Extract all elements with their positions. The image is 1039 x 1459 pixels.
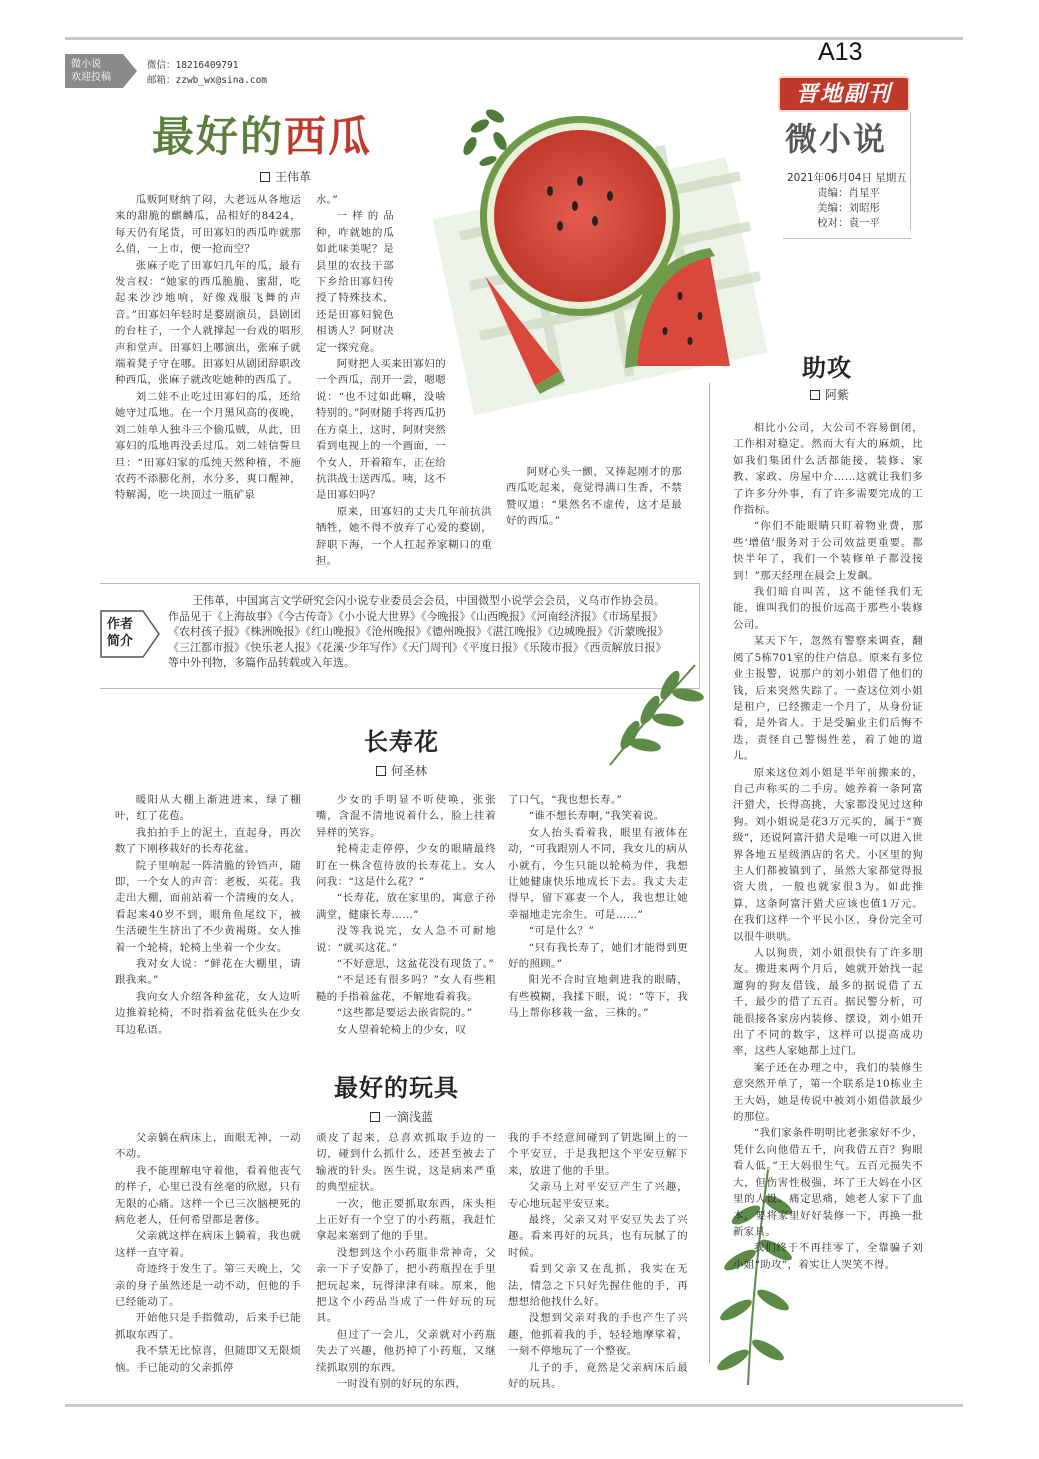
author-bio-badge (101, 611, 161, 657)
story3-author: 一滴浅蓝 (385, 1110, 434, 1124)
story1-para: 原来，田寡妇的丈夫几年前抗洪牺牲，她不得不放弃了心爱的婺剧，辞职下海，一个人扛起养家糊口的重担。 (316, 505, 492, 567)
designer-credit: 美编：刘昭彤 (817, 202, 880, 214)
story1-title-part1: 最好的 (152, 112, 285, 161)
story3-para: 父亲就这样在病床上躺着，我也就这样一直守着。 (115, 1230, 301, 1259)
story4-para: 我们暗自叫苦，这不能怪我们无能，谁叫我们的报价远高于那些小装修公司。 (733, 586, 923, 631)
story4-para: “你们不能眼睛只盯着物业费，那些‘增值’服务对于公司效益更重要。都快半年了，我们一个装修单子都没接到！”那天经理在晨会上发飙。 (733, 520, 923, 582)
story4-author: 阿紫 (825, 388, 850, 402)
story3-para: 最终，父亲又对平安豆失去了兴趣。看来再好的玩具，也有玩腻了的时候。 (508, 1214, 688, 1259)
story2-para: 女人抬头看着我，眼里有液体在动，“可我跟别人不同，我女儿的病从小就有，今生只能以轮椅为伴，我想让她健康快乐地成长下去。我丈夫走得早，留下寡妻一个人，我也想让她幸福地走完余生。可是……” (508, 826, 688, 921)
story3-title: 最好的玩具 (334, 1074, 459, 1102)
story3-para: 没想到这个小药瓶非常神奇，父亲一下子安静了，把小药瓶捏在手里把玩起来，玩得津津有味。原来，他把这个小药品当成了一件好玩的玩具。 (316, 1246, 496, 1325)
page-number: A13 (818, 38, 863, 66)
contact-email: 邮箱：zzwb_wx@sina.com (147, 75, 268, 86)
story3-para: 开始他只是手指微动，后来手已能抓取东西了。 (115, 1312, 301, 1341)
story4-para: 人以狗贵，刘小姐很快有了许多朋友。搬进来两个月后，她就开始找一起遛狗的狗友借钱，最多的据说借了五千，最少的借了五百。据民警分析，可能很接各家房内装修、摆设，刘小姐开出了不同的数字，这样可以提高成功率，这些人家她都上过门。 (733, 947, 923, 1058)
story2-para: “不是还有很多吗？”女人有些粗糙的手指着盆花，不解地看着我。 (316, 974, 496, 1003)
story2-para: “谁不想长寿啊，”我笑着说。 (528, 810, 665, 823)
story2-para: “这些都是要运去嵌省院的。” (336, 1007, 473, 1020)
story3-para: 父亲马上对平安豆产生了兴趣，专心地玩起平安豆来。 (508, 1181, 688, 1210)
author-bio-text: 王伟革，中国寓言文学研究会闪小说专业委员会会员，中国微型小说学会会员，义乌市作协会员。作品见于《上海故事》《今古传奇》《小小说大世界》《今晚报》《山西晚报》《河南经济报》《市场星报》《农村孩子报》《株洲晚报》《红山晚报》《沧州晚报》《德州晚报》《湛江晚报》《边城晚报》《沂蒙晚报》《三江都市报》《快乐老人报》《花溪·少年写作》《天门周刊》《平度日报》《乐陵市报》《西贡解放日报》等中外刊物，多篇作品转载或入年选。 (168, 594, 667, 669)
story2-para: 轮椅走走停停，少女的眼睛最终盯在一株含苞待放的长寿花上。女人问我：“这是什么花？” (316, 843, 496, 889)
story1-column-2 (316, 192, 492, 567)
story4-para: 某天下午，忽然有警察来调查，翻阅了5栋701室的住户信息。原来有多位业主报警，说那户的刘小姐借了他们的钱，后来突然失踪了。一查这位刘小姐是租户，已经搬走一个月了，从身份证看，是外省人。于是受骗业主们后悔不迭，责怪自己警惕性差，着了她的道儿。 (733, 635, 923, 763)
story3-para: 顽皮了起来，总喜欢抓取手边的一切，碰到什么抓什么，还甚至被去了输液的针头。医生说，这是病来严重的典型症状。 (316, 1132, 496, 1194)
story1-para: 水。” (316, 194, 339, 206)
story2-para: 我向女人介绍各种盆花，女人边听边推着轮椅，不时指着盆花低头在少女耳边私语。 (115, 990, 301, 1036)
section-title: 微小说 (785, 120, 888, 158)
story3-para: 看到父亲又在乱抓，我实在无法，情急之下只好先握住他的手，再想想给他找什么好。 (508, 1263, 688, 1309)
story3-para: 我的手不经意间碰到了钥匙圈上的一个平安豆，于是我把这个平安豆解下来，放进了他的手里。 (508, 1132, 688, 1177)
story3-byline (370, 1108, 433, 1125)
right-column-rule (709, 383, 710, 1363)
story1-column-1 (115, 192, 301, 550)
story1-title-part2: 西瓜 (284, 112, 373, 161)
story3-para: 奇迹终于发生了。第三天晚上，父亲的身子虽然还是一动不动，但他的手已经能动了。 (115, 1263, 301, 1309)
story4-byline (810, 386, 849, 403)
story3-column-3 (508, 1130, 688, 1392)
header-vline (910, 112, 911, 230)
bio-label-1: 作者 (107, 617, 134, 632)
story3-column-2 (316, 1130, 496, 1392)
story3-para: 我不能理解电守着他，看着他丧气的样子，心里已没有丝毫的欣慰，只有无限的心痛。这样一个已三次脑梗死的病危老人，任何希望都是奢侈。 (115, 1164, 301, 1227)
story2-para: “可是什么？” (528, 925, 595, 938)
bio-label-2: 简介 (107, 634, 134, 649)
story2-column-3 (508, 792, 688, 1042)
story4-para: 相比小公司，大公司不容易倒闭，工作相对稳定。然而大有大的麻烦，比如我们集团什么活都能接，装修、家教、家政、房屋中介……这就让我们多了许多分外事，有了许多需要完成的工作指标。 (733, 422, 923, 517)
story1-para: 张麻子吃了田寡妇几年的瓜，最有发言权：“她家的西瓜脆脆、蜜甜，吃起来沙沙地响，好像戏服飞舞的声音。”田寡妇年轻时是婺剧演员，县剧团的台柱子，一个人就撑起一台戏的唱形声和堂声。田寡妇上哪演出，张麻子就端着凳子守在哪。田寡妇从剧团辞职改种西瓜，张麻子就改吃她种的西瓜了。 (115, 259, 301, 387)
contact-wechat: 微信：18216409791 (147, 60, 239, 71)
story2-para: 没等我说完，女人急不可耐地说：“就买这花。” (316, 925, 496, 954)
story1-column-3 (506, 464, 682, 550)
story2-title: 长寿花 (364, 728, 439, 756)
story1-para: 阿财心头一颤，又捧起刚才的那西瓜吃起来，竟觉得满口生香，不禁赞叹道：“果然名不虚传，这才是最好的西瓜。” (506, 466, 682, 528)
story2-para: 暖阳从大棚上渐进进来，绿了棚叶，红了花苞。 (115, 794, 301, 823)
tab-label-2: 欢迎投稿 (71, 72, 111, 83)
story2-byline (376, 762, 427, 779)
leaf-sprig-icon (600, 655, 710, 775)
story2-column-2 (316, 792, 496, 1042)
story3-para: 儿子的手，竟然是父亲病床后最好的玩具。 (508, 1361, 688, 1391)
story1-title (152, 104, 372, 164)
story3-column-1 (115, 1130, 301, 1392)
brand-text: 晋地副刊 (795, 81, 892, 107)
story1-para: 阿财把人买来田寡妇的一个西瓜，剖开一尝，嗯嗯说：“也不过如此嘛，没啥特别的。”阿财随手将西瓜扔在方桌上，这时，阿财突然看到电视上的一个画面，一个女人，开着箱车，正在给抗洪战士送西瓜。咦，这不是田寡妇吗？ (316, 358, 446, 502)
story2-para: 阳光不合时宜地刺进我的眼睛，有些模糊，我揉下眼，说：“等下，我马上帮你移栽一盆，三株的。” (508, 974, 688, 1020)
story2-para: “不好意思，这盆花没有现货了。” (336, 958, 495, 971)
story4-title: 助攻 (802, 354, 852, 382)
story1-byline (260, 168, 311, 185)
story4-para: “我们家条件明明比老张家好不少，凭什么向他借五千，向我借五百？狗眼看人低。”王大妈很生气。五百元损失不大，但伤害性极强，坏了王大妈在小区里的人设。痛定思痛，她老人家下了血本，要将家里好好装修一下，再换一批新家具。 (733, 1127, 923, 1238)
story3-para: 没想到父亲对我的手也产生了兴趣，他抓着我的手，轻轻地摩挲着，一刻不停地玩了一个整夜。 (508, 1312, 688, 1358)
issue-date: 2021年06月04日 星期五 (787, 172, 907, 184)
story2-para: “长寿花，放在家里的，寓意子孙满堂，健康长寿……” (316, 892, 496, 921)
story3-para: 但过了一会儿，父亲就对小药瓶失去了兴趣，他扔掉了小药瓶，又继续抓取别的东西。 (316, 1328, 496, 1374)
story3-para: 父亲躺在病床上，面眼无神，一动不动。 (115, 1132, 301, 1161)
story2-para: “只有我长寿了，她们才能得到更好的照顾。” (508, 941, 688, 971)
story1-para: 一样的品种，咋就她的瓜如此味美呢？是县里的农技干部下乡给田寡妇传授了特殊技术，还是田寡妇貌色相诱人？阿财决定一探究竟。 (316, 210, 394, 354)
story4-para: 原来这位刘小姐是半年前搬来的，自己声称买的二手房。她养着一条阿富汗猎犬，长得高挑，大家都没见过这种狗。刘小姐说是花3万元买的，属于“赛级”，还说阿富汗猎犬是唯一可以进入世界各地五星级酒店的名犬。小区里的狗主人们都被镇到了，虽然大家都觉得报资大贵，一般也就家很3为。如此推算，这条阿富汗猎犬应该也值1万元。在我们这样一个平民小区，身份完全可以很牛哄哄。 (733, 766, 923, 943)
story2-para: 少女的手明显不听使唤，张张嘴，含混不清地说着什么，脸上挂着异样的笑容。 (316, 794, 496, 839)
bottom-rule (65, 1404, 963, 1407)
story3-para: 一时没有别的好玩的东西， (336, 1378, 467, 1391)
story3-para: 我不禁无比惊喜，但随即又无限烦恼。手已能动的父亲抓停 (115, 1345, 301, 1374)
story4-para: 我们终于不再挂零了，全靠骗子刘小姐“助攻”，着实让人哭笑不得。 (733, 1242, 923, 1271)
story3-para: 一次，他正要抓取东西，床头柜上正好有一个空了的小药瓶，我赶忙拿起来塞到了他的手里。 (316, 1197, 496, 1243)
story1-para: 瓜贩阿财纳了闷，大老远从各地运来的甜脆的麒麟瓜，品相好的8424，每天仍有尾货，可田寡妇的西瓜咋就那么俏，一上市，便一抢而空？ (115, 194, 301, 256)
story2-para: 女人望着轮椅上的少女，叹 (336, 1023, 467, 1036)
story2-para: 院子里响起一阵清脆的铃铛声，随即，一个女人的声音：老板，买花。我走出大棚，面前站着一个清瘦的女人，看起来40岁不到，眼角鱼尾纹下，被生活硬生生挤出了不少黄褐斑。女人推着一个轮椅，轮椅上坐着一个少女。 (115, 859, 301, 954)
column-tab (65, 54, 137, 88)
proof-credit: 校对：袁一平 (817, 217, 880, 229)
story2-author: 何圣林 (391, 764, 428, 778)
story2-column-1 (115, 792, 301, 1042)
tab-label-1: 微小说 (71, 59, 101, 70)
brand-seal (778, 76, 910, 112)
story2-para: 我拍拍手上的泥土，直起身，再次数了下刚移栽好的长寿花盆。 (115, 826, 301, 856)
story2-para: 我对女人说：“鲜花在大棚里，请跟我来。” (115, 958, 301, 987)
header-hline (783, 238, 911, 239)
story2-para: 了口气，“我也想长寿。” (508, 794, 623, 806)
story4-body (733, 420, 923, 1340)
story1-para: 刘二娃不止吃过田寡妇的瓜，还给她守过瓜地。在一个月黑风高的夜晚，刘二娃单人独斗三个偷瓜贼，从此，田寡妇的瓜地再没丢过瓜。刘二娃信誓旦旦：“田寡妇家的瓜纯天然种植，不施农药不添膨化剂，水分多，爽口醒神，特解渴，吃一块顶过一瓶矿泉 (115, 390, 301, 502)
story4-para: 案子还在办理之中，我们的装修生意突然开单了，第一个联系是10栋业主王大妈，她是传说中被刘小姐借款最少的那位。 (733, 1061, 923, 1124)
story1-author: 王伟革 (275, 170, 312, 184)
editor-credit: 责编：肖星平 (817, 187, 880, 199)
